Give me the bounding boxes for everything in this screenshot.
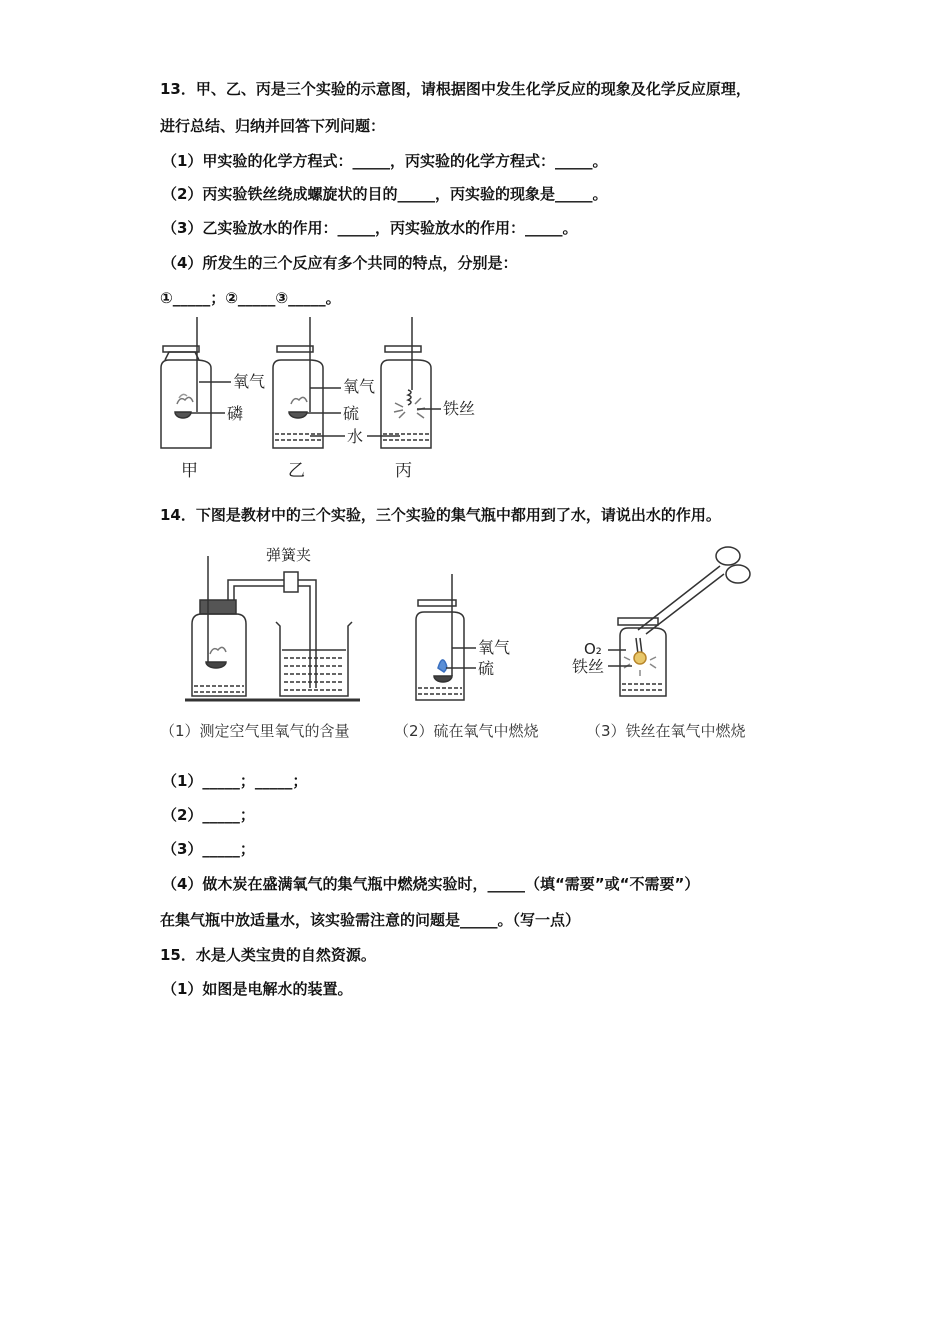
q15-stem: 15．水是人类宝贵的自然资源。 (160, 946, 376, 964)
apparatus-iron-wire (608, 547, 750, 696)
label-spring-clip: 弹簧夹 (266, 546, 312, 564)
q14-stem: 14．下图是教材中的三个实验，三个实验的集气瓶中都用到了水，请说出水的作用。 (160, 506, 721, 524)
label-sulfur: 硫 (343, 404, 360, 423)
q14-figure (180, 538, 780, 710)
label-oxygen-q14: 氧气 (478, 638, 511, 657)
label-bing: 丙 (395, 461, 412, 481)
jar-bing (381, 317, 431, 448)
q14-answer1: （1）_____；_____； (162, 772, 308, 790)
q14-part4-line1: （4）做木炭在盛满氧气的集气瓶中燃烧实验时，_____（填“需要”或“不需要”） (162, 875, 700, 893)
q14-part4-line2: 在集气瓶中放适量水，该实验需注意的问题是_____。（写一点） (160, 911, 581, 929)
q13-part2: （2）丙实验铁丝绕成螺旋状的目的_____，丙实验的现象是_____。 (162, 185, 608, 203)
q13-part1: （1）甲实验的化学方程式：_____，丙实验的化学方程式：_____。 (162, 152, 608, 170)
caption-exp1: （1）测定空气里氧气的含量 (160, 722, 350, 740)
label-oxygen-jia: 氧气 (233, 372, 266, 391)
q15-part1: （1）如图是电解水的装置。 (162, 980, 353, 998)
q13-stem-line2: 进行总结、归纳并回答下列问题： (160, 117, 386, 135)
label-iron-wire-q14: 铁丝 (572, 657, 605, 676)
caption-exp3: （3）铁丝在氧气中燃烧 (586, 722, 746, 740)
q14-answer2: （2）_____； (162, 806, 255, 824)
label-iron-wire: 铁丝 (443, 399, 476, 418)
label-yi: 乙 (288, 461, 305, 481)
label-o2: O₂ (584, 640, 602, 658)
q13-stem-line1: 13．甲、乙、丙是三个实验的示意图，请根据图中发生化学反应的现象及化学反应原理， (160, 80, 751, 98)
label-oxygen-yi: 氧气 (343, 377, 376, 396)
label-jia: 甲 (181, 461, 198, 481)
label-water: 水 (347, 427, 364, 446)
q13-figure (155, 312, 495, 482)
label-phosphorus: 磷 (227, 404, 244, 423)
jar-yi (273, 317, 323, 448)
label-sulfur-q14: 硫 (478, 659, 495, 678)
q13-part4-blanks: ①_____；②_____③_____。 (160, 289, 341, 307)
apparatus-air-oxygen (185, 556, 360, 700)
caption-exp2: （2）硫在氧气中燃烧 (394, 722, 539, 740)
q14-answer3: （3）_____； (162, 840, 255, 858)
apparatus-sulfur (416, 574, 476, 700)
q13-part4: （4）所发生的三个反应有多个共同的特点，分别是： (162, 254, 518, 272)
q13-part3: （3）乙实验放水的作用：_____，丙实验放水的作用：_____。 (162, 219, 578, 237)
